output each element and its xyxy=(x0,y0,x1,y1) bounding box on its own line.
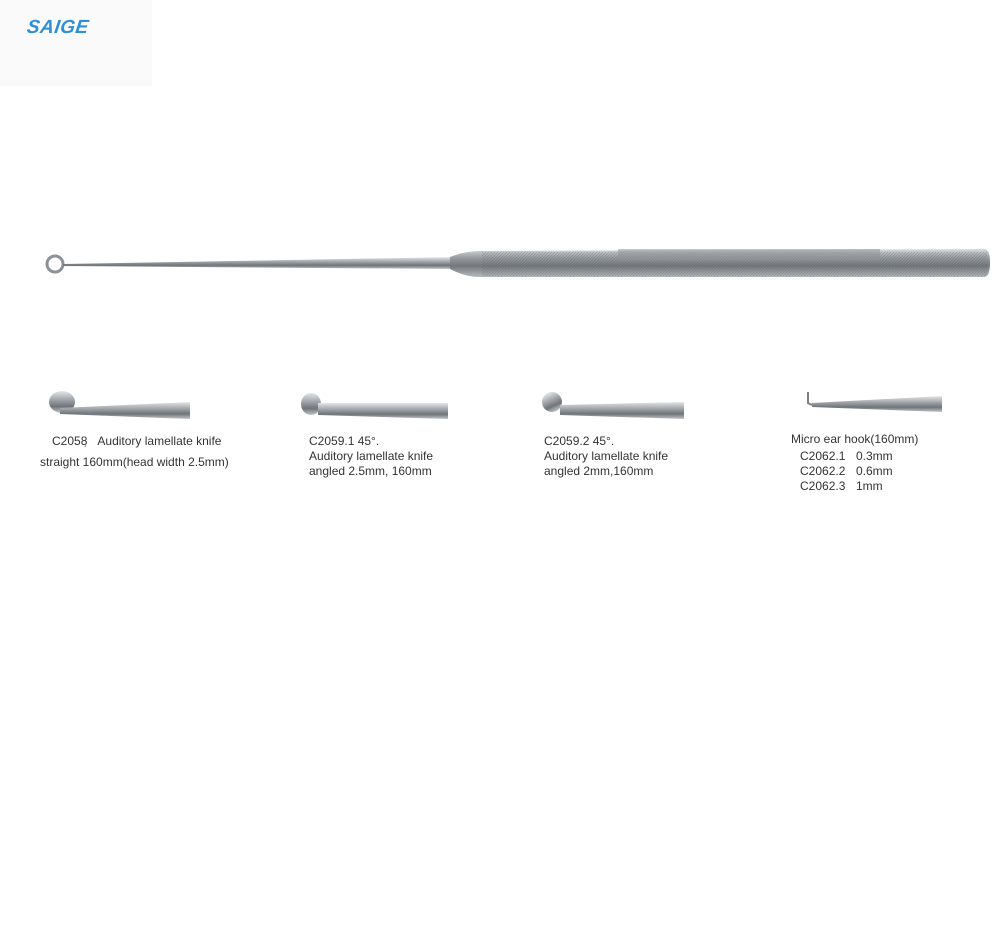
brand-logo: SAIGE xyxy=(25,17,91,38)
variant-code: C2062.3 xyxy=(800,479,846,493)
knife-shaft xyxy=(318,403,448,419)
product-code: C2059.2 45°. xyxy=(544,434,615,448)
product-detail: straight 160mm(head width 2.5mm) xyxy=(40,455,229,469)
caption-line xyxy=(52,434,221,449)
micro-ear-hook-tip xyxy=(808,392,942,412)
variant-code: C2062.1 xyxy=(800,449,846,463)
product-detail: angled 2.5mm, 160mm xyxy=(309,464,432,478)
curette-shaft xyxy=(63,257,455,269)
hook-shaft xyxy=(812,396,942,412)
hook-variant-row xyxy=(800,449,893,464)
variant-size: 0.6mm xyxy=(856,464,893,478)
knife-shaft xyxy=(560,402,684,419)
product-title: Micro ear hook(160mm) xyxy=(791,432,919,446)
caption-c2058-detail xyxy=(40,455,229,470)
hook-variant-row xyxy=(800,464,893,479)
handle-highlight xyxy=(618,249,880,260)
variant-size: 1mm xyxy=(856,479,883,493)
ring-curette-instrument xyxy=(47,249,990,277)
product-name: Auditory lamellate knife xyxy=(544,449,669,463)
product-code: C2059.1 45°. xyxy=(309,434,380,448)
caption-c2059-2 xyxy=(544,434,668,479)
lamellate-knife-angled-tip xyxy=(301,393,448,419)
product-name: Auditory lamellate knife xyxy=(97,434,222,448)
hook-tip xyxy=(808,392,812,405)
variant-size: 0.3mm xyxy=(856,449,893,463)
caption-micro-ear-hook xyxy=(791,432,918,447)
lamellate-knife-angled-tip xyxy=(539,389,684,419)
product-detail: angled 2mm,160mm xyxy=(544,464,654,478)
knife-shaft xyxy=(60,402,190,419)
caption-c2059-1 xyxy=(309,434,433,479)
lamellate-knife-straight-tip xyxy=(49,391,190,419)
curette-ring xyxy=(47,256,63,272)
hook-variant-list xyxy=(800,449,893,494)
variant-code: C2062.2 xyxy=(800,464,846,478)
product-code: C2058 xyxy=(52,434,88,448)
stray-mark: ´ xyxy=(84,445,88,456)
hook-variant-row xyxy=(800,479,893,494)
caption-c2058 xyxy=(52,434,221,449)
product-name: Auditory lamellate knife xyxy=(309,449,434,463)
